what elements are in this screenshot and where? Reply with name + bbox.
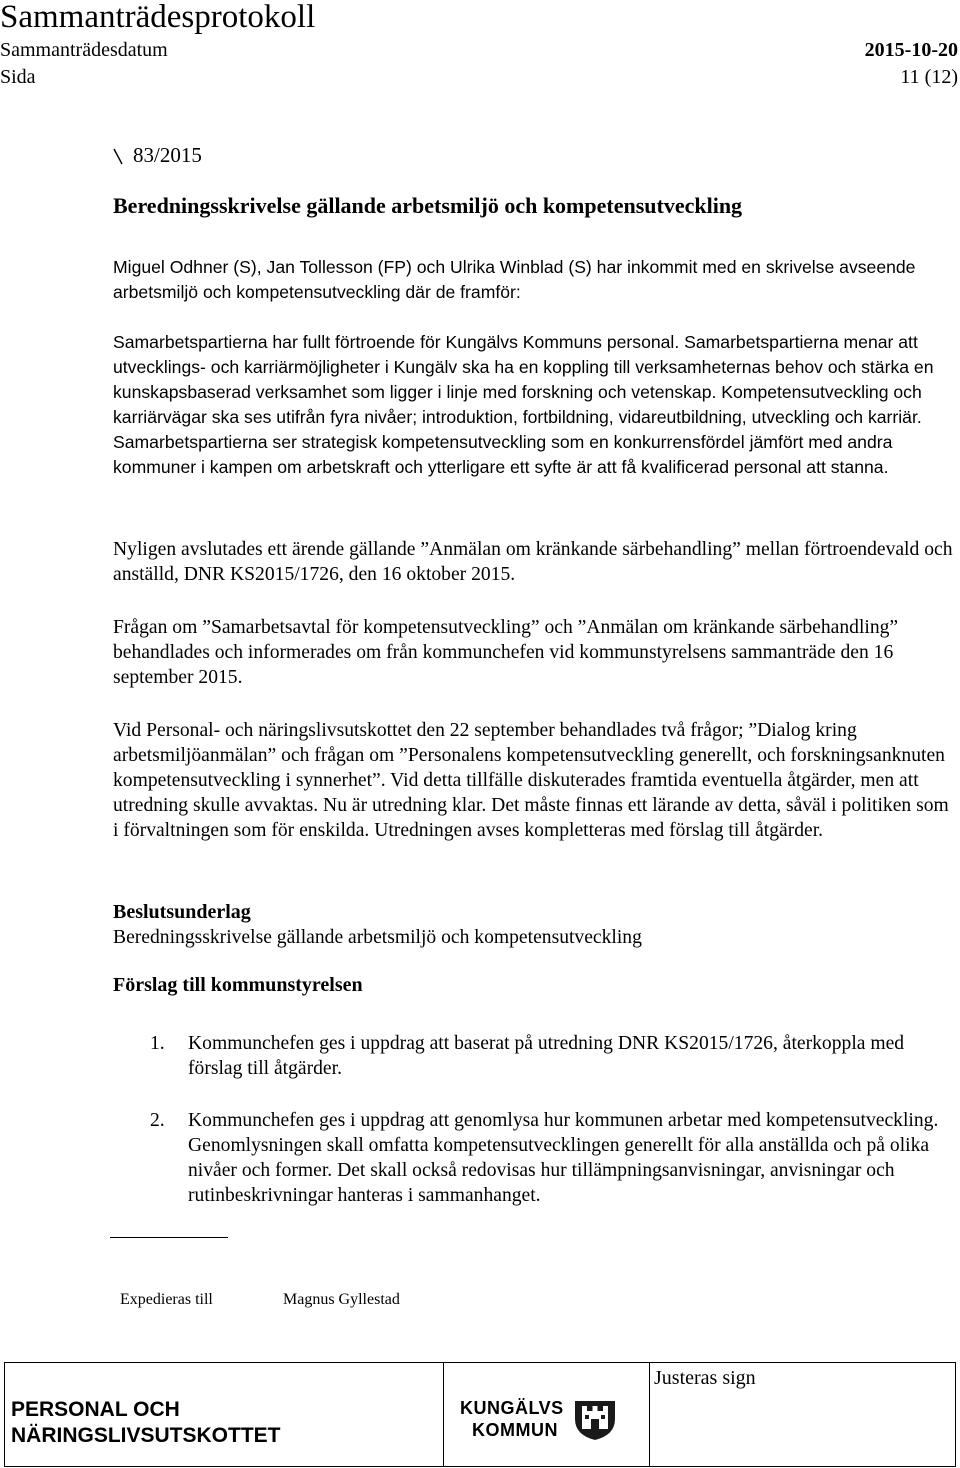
section-number: 83/2015 (133, 143, 202, 167)
page-number: 11 (12) (900, 66, 958, 88)
paragraph-2-text: Frågan om ”Samarbetsavtal för kompetensutveckling” och ”Anmälan om kränkande särbehandling” behandlades och informerades om från kommunchefen vid kommunstyrelsens sammanträde den 16 september 2015. (113, 617, 899, 688)
committee-line-2: NÄRINGSLIVSUTSKOTTET (11, 1424, 281, 1447)
footer-box (4, 1362, 956, 1467)
quoted-statement (113, 330, 958, 480)
paragraph-mark-icon (113, 148, 125, 166)
list-item: Kommunchefen ges i uppdrag att baserat på utredning DNR KS2015/1726, återkoppla med förslag till åtgärder. (188, 1033, 905, 1079)
paragraph-3 (113, 718, 958, 843)
expedieras-recipient: Magnus Gyllestad (283, 1291, 400, 1308)
quote-text: Samarbetspartierna har fullt förtroende för Kungälvs Kommuns personal. Samarbetspartierna menar att utvecklings- och karriärmöjligheter i Kungälv ska ha en koppling till verksamheternas behov och stärka en kunskapsbaserad verksamhet som ligger i linje med forskning och vetenskap. Kompetensutveckling och karriärvägar ska ses utifrån fyra nivåer; introduktion, fortbildning, vidareutbildning, utveckling och karriär. Samarbetspartierna ser strategisk kompetensutveckling som en konkurrensfördel jämfört med andra kommuner i kampen om arbetskraft och ytterligare ett syfte är att få kvalificerad personal att stanna. (113, 332, 934, 477)
paragraph-1-text: Nyligen avslutades ett ärende gällande ”Anmälan om kränkande särbehandling” mellan förtroendevald och anställd, DNR KS2015/1726, den 16 oktober 2015. (113, 539, 953, 585)
logo-line-2: KOMMUN (472, 1420, 558, 1440)
section-heading: Beredningsskrivelse gällande arbetsmiljö och kompetensutveckling (113, 193, 743, 218)
kungalv-crest-icon (572, 1395, 618, 1441)
committee-name (11, 1397, 281, 1449)
footer-divider (649, 1363, 650, 1466)
forslag-heading: Förslag till kommunstyrelsen (113, 974, 363, 996)
footer-divider (443, 1363, 444, 1466)
kungalv-logo (460, 1393, 650, 1443)
meeting-date-value: 2015-10-20 (864, 39, 958, 61)
document-title: Sammanträdesprotokoll (0, 0, 316, 35)
paragraph-1 (113, 537, 958, 587)
paragraph-3-text: Vid Personal- och näringslivsutskottet den 22 september behandlades två frågor; ”Dialog kring arbetsmiljöanmälan” och frågan om ”Personalens kompetensutveckling generellt, och forskningsanknuten kompetensutveckling i synnerhet”. Vid detta tillfälle diskuterades framtida eventuella åtgärder, men att utredning skulle avvaktas. Nu är utredning klar. Det måste finnas ett lärande av detta, såväl i politiken som i förvaltningen som för enskilda. Utredningen avses kompletteras med förslag till åtgärder. (113, 720, 949, 841)
beslutsunderlag-text: Beredningsskrivelse gällande arbetsmiljö och kompetensutveckling (113, 927, 642, 948)
expedieras-label: Expedieras till (120, 1291, 213, 1308)
list-item-number: 1. (150, 1033, 165, 1054)
signature-line (110, 1237, 228, 1238)
list-item-number: 2. (150, 1110, 165, 1131)
committee-line-1: PERSONAL OCH (11, 1398, 180, 1421)
logo-line-1: KUNGÄLVS (460, 1398, 564, 1418)
list-item: Kommunchefen ges i uppdrag att genomlysa hur kommunen arbetar med kompetensutveckling. Genomlysningen skall omfatta kompetensutvecklingen generellt för alla anställda och på olika nivåer och former. Det skall också redovisas hur tillämpningsanvisningar, anvisningar och rutinbeskrivningar hanteras i sammanhanget. (188, 1110, 939, 1206)
meeting-date-label: Sammanträdesdatum (0, 39, 168, 61)
paragraph-2 (113, 615, 958, 690)
justeras-label: Justeras sign (654, 1367, 756, 1389)
intro-text: Miguel Odhner (S), Jan Tollesson (FP) och Ulrika Winblad (S) har inkommit med en skrivelse avseende arbetsmiljö och kompetensutveckling där de framför: (113, 257, 916, 302)
page-label: Sida (0, 66, 36, 88)
intro-paragraph (113, 255, 958, 305)
beslutsunderlag-heading: Beslutsunderlag (113, 901, 251, 923)
